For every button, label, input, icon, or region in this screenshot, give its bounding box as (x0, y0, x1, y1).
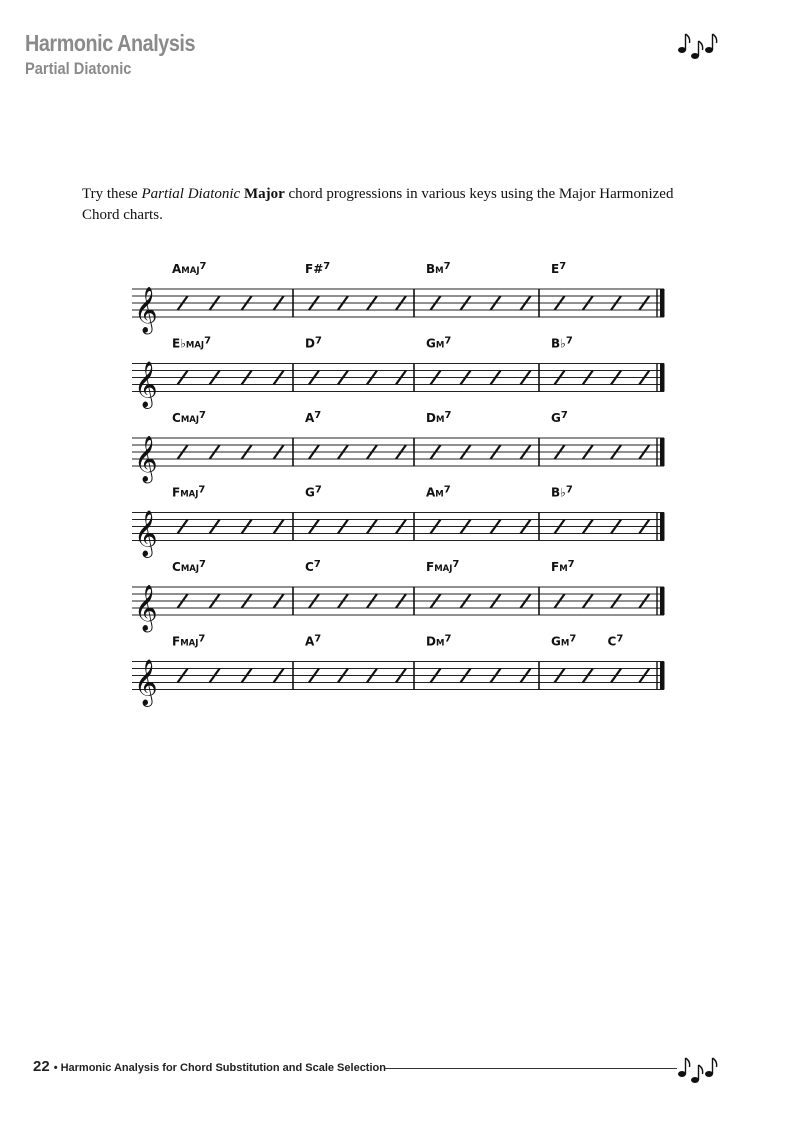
chord-root: B♭ (551, 485, 566, 500)
chord-root: A (305, 411, 315, 425)
chord-quality: M (435, 489, 444, 500)
intro-text-3: chord progressions in various keys using the Major Harmonized Chord charts. (82, 186, 674, 223)
chord-quality: MAJ (181, 266, 200, 276)
chord-quality: MAJ (180, 415, 200, 425)
staff-system (132, 261, 665, 335)
chord-symbol (551, 261, 566, 276)
chord-root: B (426, 262, 436, 276)
chord-extension: 7 (314, 410, 322, 421)
chord-root: D (305, 336, 315, 351)
treble-clef-icon: 𝄞 (134, 287, 158, 333)
chord-extension: 7 (323, 261, 331, 272)
chord-root: G (426, 336, 436, 351)
chord-symbol (426, 261, 451, 276)
staff-system (132, 410, 665, 484)
chord-symbol (551, 336, 573, 351)
chord-extension: 7 (560, 410, 568, 421)
chord-extension: 7 (314, 633, 322, 645)
chord-symbol (305, 261, 330, 276)
chord-symbol (305, 410, 321, 425)
chord-symbol (551, 410, 568, 425)
chord-symbol (305, 634, 321, 649)
chord-quality: MAJ (180, 564, 200, 574)
chord-root: B♭ (551, 336, 566, 351)
chord-extension: 7 (314, 335, 322, 347)
chord-quality: MAJ (185, 340, 205, 351)
chord-quality: M (435, 415, 445, 425)
chord-root: G (551, 634, 561, 649)
chord-extension: 7 (443, 261, 451, 272)
chord-quality: M (435, 266, 444, 276)
treble-clef-icon: 𝄞 (134, 436, 158, 482)
chord-quality: MAJ (180, 489, 199, 500)
chord-root: E♭ (172, 336, 186, 351)
chord-root: G (551, 411, 561, 425)
final-barline-thick (660, 364, 665, 392)
chord-root: G (305, 485, 315, 500)
chord-extension: 7 (443, 484, 451, 496)
treble-clef-icon: 𝄞 (134, 361, 158, 408)
treble-clef-icon: 𝄞 (134, 659, 158, 706)
chord-extension: 7 (314, 484, 322, 496)
chord-extension: 7 (616, 633, 624, 645)
intro-bold: Major (243, 186, 285, 202)
chord-quality: M (435, 638, 445, 649)
chord-extension: 7 (444, 633, 452, 645)
chord-symbol (551, 634, 576, 649)
chord-extension: 7 (313, 559, 321, 570)
chord-root: C (607, 634, 617, 649)
chord-quality: MAJ (180, 638, 199, 649)
chord-extension: 7 (565, 335, 573, 347)
chord-extension: 7 (199, 261, 207, 272)
page-title: Harmonic Analysis (25, 30, 196, 56)
chord-symbol (172, 261, 207, 276)
chord-extension: 7 (565, 484, 573, 496)
chord-symbol (172, 634, 205, 649)
chord-root: F (426, 560, 435, 574)
chord-symbol (426, 485, 451, 500)
chord-symbol (426, 410, 451, 425)
chord-root: A (305, 634, 315, 649)
chord-symbol (608, 634, 624, 649)
music-notes-icon (676, 1054, 720, 1086)
chord-root: C (172, 411, 181, 425)
chord-extension: 7 (444, 335, 452, 347)
chord-root: F (172, 485, 181, 500)
chord-quality: M (435, 340, 445, 351)
chord-extension: 7 (198, 633, 206, 645)
chord-root: F (172, 634, 181, 649)
final-barline-thick (660, 289, 665, 317)
chord-extension: 7 (559, 261, 567, 272)
final-barline-thick (660, 662, 665, 690)
staff-system (132, 634, 665, 708)
treble-clef-icon: 𝄞 (134, 585, 158, 631)
chord-extension: 7 (198, 484, 206, 496)
chord-symbol (305, 336, 322, 351)
chord-symbol (426, 634, 451, 649)
page-subtitle: Partial Diatonic (25, 59, 132, 78)
chord-symbol (551, 485, 573, 500)
staff-system (132, 485, 665, 559)
staff-system (132, 336, 665, 410)
chord-root: D (426, 634, 436, 649)
chord-symbol (172, 336, 211, 351)
chord-extension: 7 (199, 559, 206, 570)
chord-quality: MAJ (434, 564, 453, 574)
chord-root: E (551, 262, 560, 276)
chord-root: C (305, 560, 314, 574)
chord-root: C (172, 560, 181, 574)
chord-symbol (172, 485, 205, 500)
chord-root: F# (305, 262, 324, 276)
chord-symbol (172, 559, 206, 574)
chord-root: D (426, 411, 436, 425)
footer-rule (385, 1068, 677, 1069)
chord-symbol (426, 559, 459, 574)
intro-italic: Partial Diatonic (141, 186, 241, 202)
chord-quality: M (560, 638, 570, 649)
chord-extension: 7 (199, 410, 206, 421)
chord-symbol (305, 485, 322, 500)
treble-clef-icon: 𝄞 (134, 510, 158, 557)
staff-system (132, 559, 665, 633)
chord-extension: 7 (567, 559, 575, 570)
chord-symbol (172, 410, 206, 425)
chord-extension: 7 (452, 559, 460, 570)
page-number: 22 (33, 1058, 50, 1075)
chord-symbol (426, 336, 451, 351)
final-barline-thick (660, 438, 665, 466)
chord-extension: 7 (569, 633, 577, 645)
chord-extension: 7 (204, 335, 212, 347)
footer-title: • Harmonic Analysis for Chord Substitution and Scale Selection (53, 1062, 386, 1074)
chord-extension: 7 (444, 410, 452, 421)
chord-root: A (172, 262, 182, 276)
final-barline-thick (660, 513, 665, 541)
chord-root: A (426, 485, 436, 500)
chord-quality: M (559, 564, 568, 574)
chord-root: F (551, 560, 560, 574)
chord-symbol (551, 559, 575, 574)
intro-text-1: Try these (82, 186, 142, 202)
final-barline-thick (660, 587, 665, 615)
footer (33, 1058, 386, 1075)
chord-symbol (305, 559, 321, 574)
